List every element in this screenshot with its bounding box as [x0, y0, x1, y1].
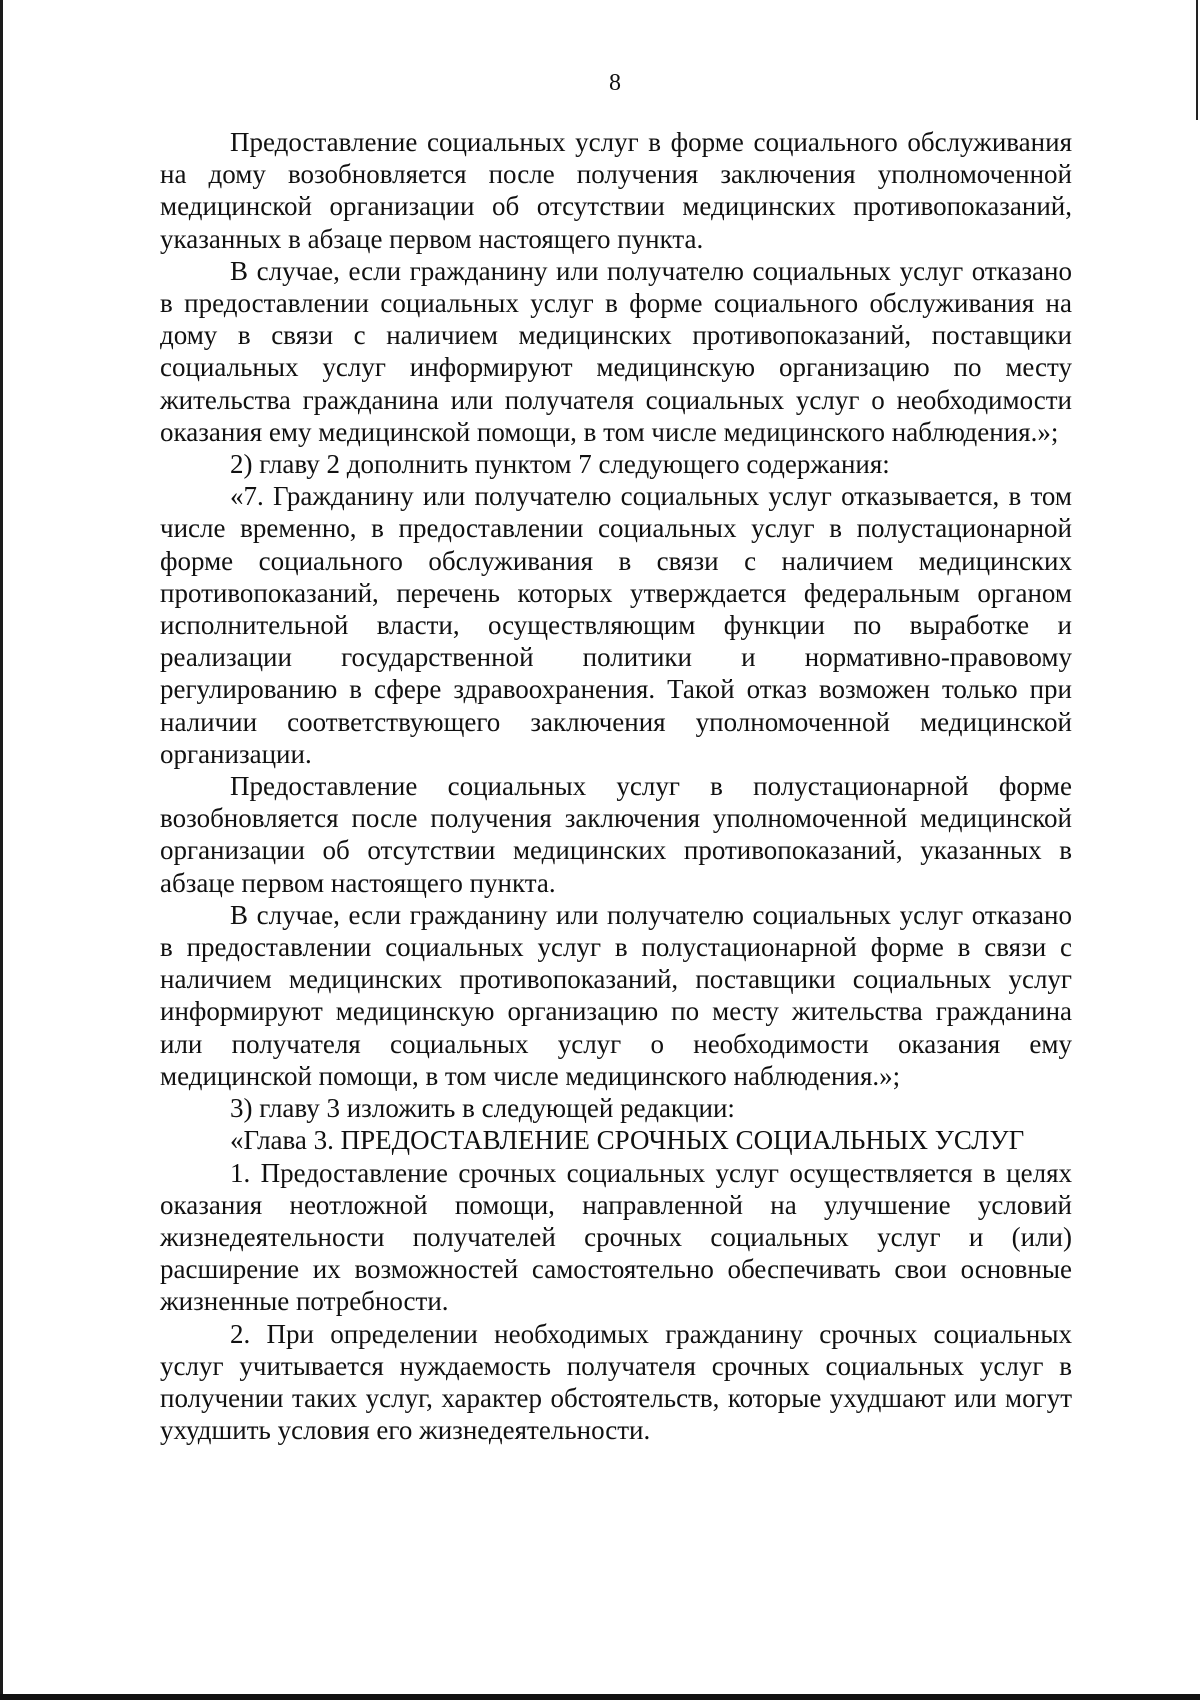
- paragraph-home-service-refusal: В случае, если гражданину или получателю социальных услуг отказано в предоставлении социальных услуг в форме социального обслуживания на дому в связи с наличием медицинских противопоказаний, поставщики социальных услуг информируют медицинскую организацию по месту жительства гражданина или получателя социальных услуг о необходимости оказания ему медицинской помощи, в том числе медицинского наблюдения.»;: [160, 255, 1072, 447]
- paragraph-amendment-chapter-3: 3) главу 3 изложить в следующей редакции:: [230, 1093, 735, 1124]
- chapter-3-heading: «Глава 3. ПРЕДОСТАВЛЕНИЕ СРОЧНЫХ СОЦИАЛЬНЫХ УСЛУГ: [230, 1125, 1025, 1156]
- scan-edge-right: [1196, 0, 1198, 120]
- paragraph-urgent-services-item-2: 2. При определении необходимых гражданину срочных социальных услуг учитывается нуждаемость получателя срочных социальных услуг в получении таких услуг, характер обстоятельств, которые ухудшают или могут ухудшить условия его жизнедеятельности.: [160, 1318, 1072, 1446]
- page-number: 8: [609, 70, 621, 96]
- paragraph-semi-stationary-refusal: В случае, если гражданину или получателю социальных услуг отказано в предоставлении социальных услуг в полустационарной форме в связи с наличием медицинских противопоказаний, поставщики социальных услуг информируют медицинскую организацию по месту жительства гражданина или получателя социальных услуг о необходимости оказания ему медицинской помощи, в том числе медицинского наблюдения.»;: [160, 899, 1072, 1091]
- paragraph-amendment-chapter-2: 2) главу 2 дополнить пунктом 7 следующего содержания:: [230, 449, 890, 480]
- document-body: [160, 126, 1072, 1446]
- paragraph-semi-stationary-resumption: Предоставление социальных услуг в полустационарной форме возобновляется после получения заключения уполномоченной медицинской организации об отсутствии медицинских противопоказаний, указанных в абзаце первом настоящего пункта.: [160, 771, 1072, 898]
- paragraph-urgent-services-item-1: 1. Предоставление срочных социальных услуг осуществляется в целях оказания неотложной помощи, направленной на улучшение условий жизнедеятельности получателей срочных социальных услуг и (или) расширение их возможностей самостоятельно обеспечивать свои основные жизненные потребности.: [160, 1157, 1072, 1317]
- paragraph-item-7: «7. Гражданину или получателю социальных услуг отказывается, в том числе временно, в предоставлении социальных услуг в полустационарной форме социального обслуживания в связи с наличием медицинских противопоказаний, перечень которых утверждается федеральным органом исполнительной власти, осуществляющим функции по выработке и реализации государственной политики и нормативно-правовому регулированию в сфере здравоохранения. Такой отказ возможен только при наличии соответствующего заключения уполномоченной медицинской организации.: [160, 481, 1072, 769]
- scan-edge-bottom: [0, 1694, 1200, 1700]
- paragraph-home-service-resumption: Предоставление социальных услуг в форме социального обслуживания на дому возобновляется после получения заключения уполномоченной медицинской организации об отсутствии медицинских противопоказаний, указанных в абзаце первом настоящего пункта.: [160, 127, 1072, 254]
- scan-edge-left: [0, 0, 3, 1700]
